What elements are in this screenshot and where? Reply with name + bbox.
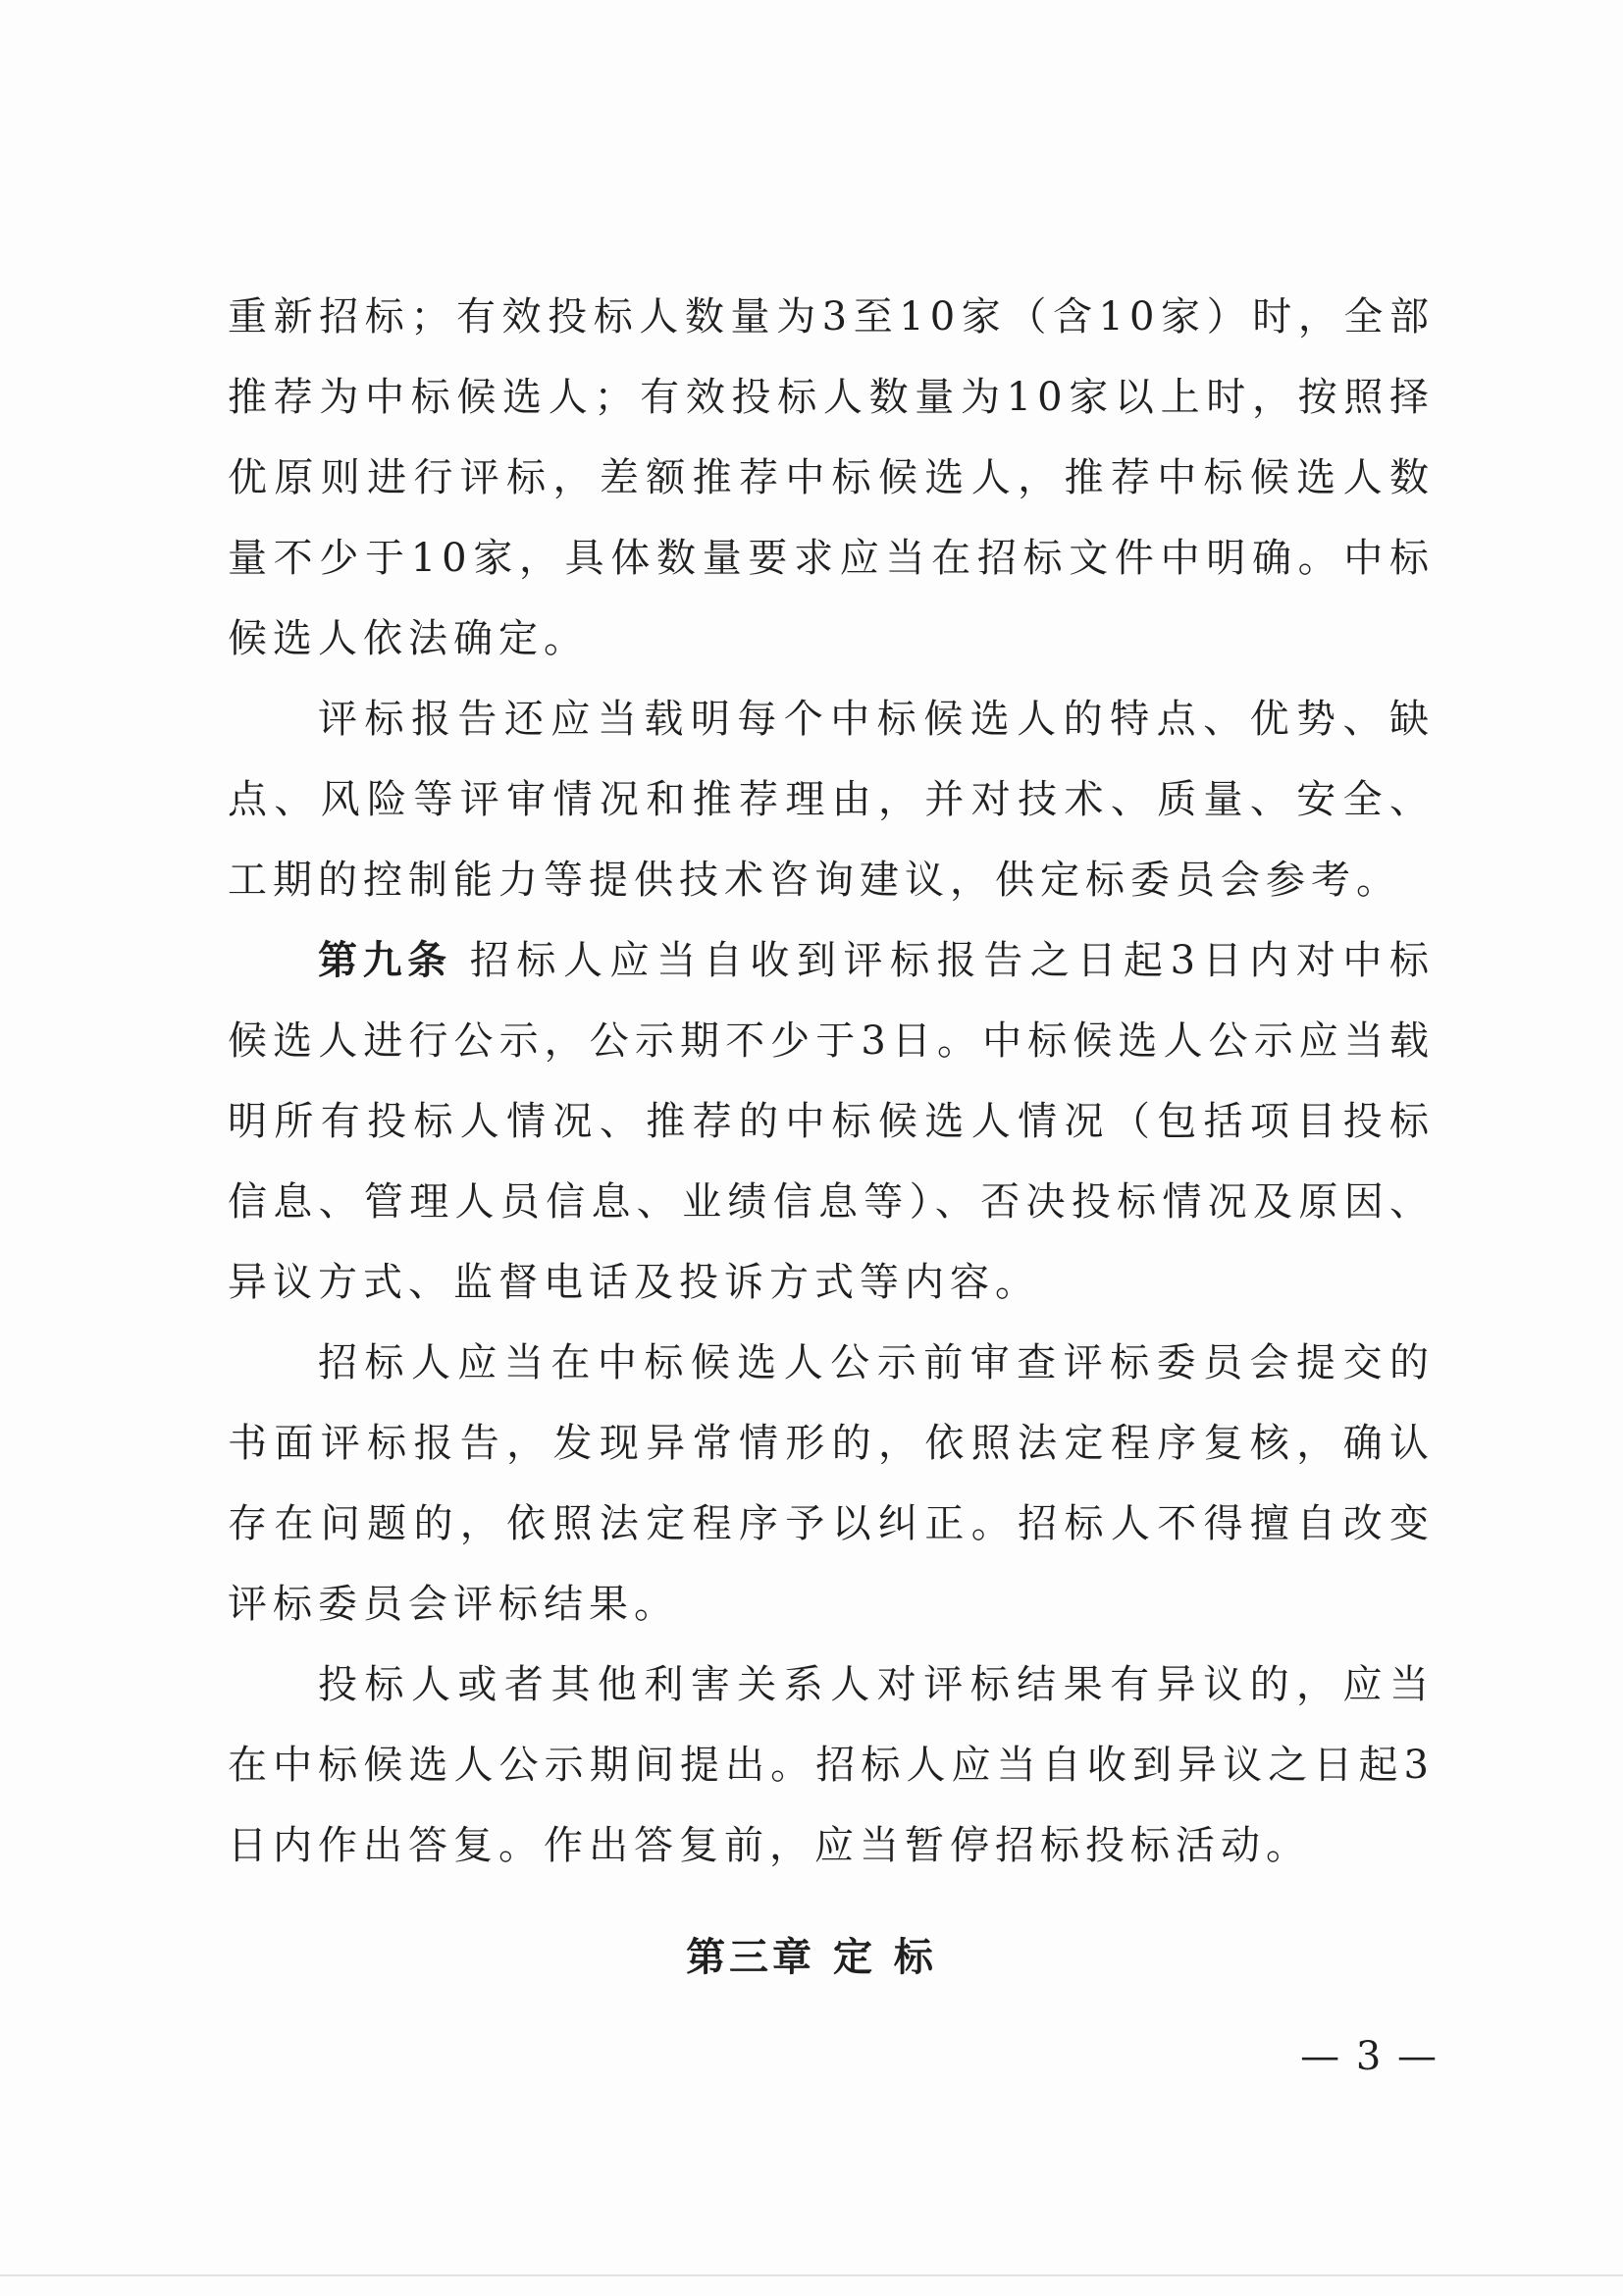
paragraph-article-9 — [228, 920, 1435, 1323]
paragraph-objection — [228, 1644, 1435, 1886]
chapter-heading: 第三章 定 标 — [686, 1935, 937, 1980]
document-body — [228, 277, 1435, 1886]
paragraph-text: 评标报告还应当载明每个中标候选人的特点、优势、缺点、风险等评审情况和推荐理由，并对技术、质量、安全、工期的控制能力等提供技术咨询建议，供定标委员会参考。 — [228, 697, 1435, 903]
paragraph-text: 招标人应当自收到评标报告之日起3日内对中标候选人进行公示，公示期不少于3日。中标候选人公示应当载明所有投标人情况、推荐的中标候选人情况（包括项目投标信息、管理人员信息、业绩信息等）、否决投标情况及原因、异议方式、监督电话及投诉方式等内容。 — [228, 938, 1436, 1305]
article-label: 第九条 — [318, 938, 452, 983]
paragraph-evaluation-report — [228, 679, 1435, 920]
paragraph-text: 重新招标；有效投标人数量为3至10家（含10家）时，全部推荐为中标候选人；有效投标人数量为10家以上时，按照择优原则进行评标，差额推荐中标候选人，推荐中标候选人数量不少于10家，具体数量要求应当在招标文件中明确。中标候选人依法确定。 — [228, 294, 1435, 661]
paragraph-text: 投标人或者其他利害关系人对评标结果有异议的，应当在中标候选人公示期间提出。招标人应当自收到异议之日起3日内作出答复。作出答复前，应当暂停招标投标活动。 — [228, 1662, 1435, 1868]
paragraph-text: 招标人应当在中标候选人公示前审查评标委员会提交的书面评标报告，发现异常情形的，依照法定程序复核，确认存在问题的，依照法定程序予以纠正。招标人不得擅自改变评标委员会评标结果。 — [228, 1340, 1435, 1627]
paragraph-review — [228, 1323, 1435, 1644]
page-number: — 3 — — [1300, 2034, 1439, 2079]
paragraph-continuation — [228, 277, 1435, 679]
bottom-divider — [0, 2274, 1623, 2276]
